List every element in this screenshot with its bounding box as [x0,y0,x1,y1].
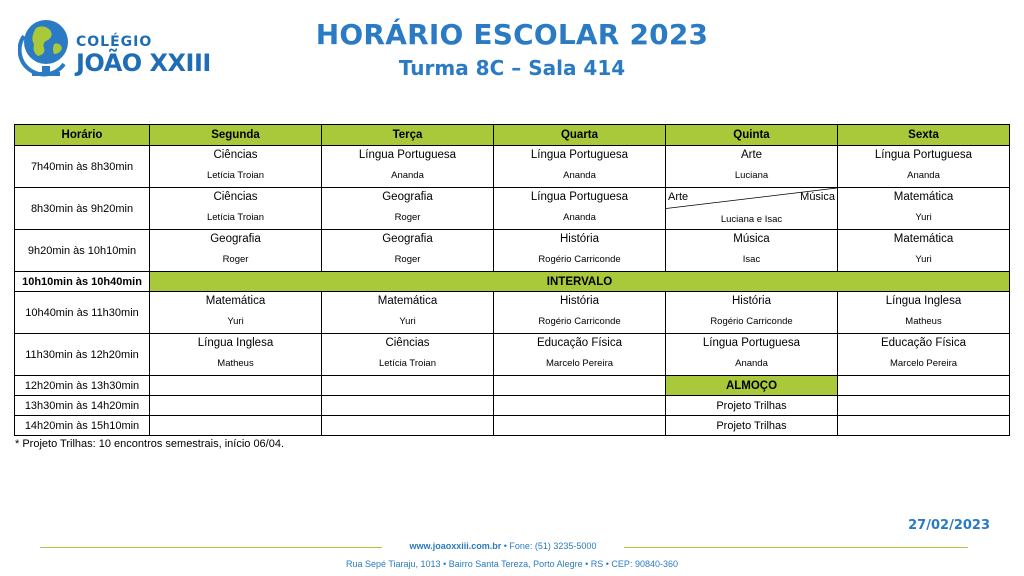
time-cell: 14h20min às 15h10min [15,416,150,436]
teacher: Ananda [563,169,596,181]
subject-left: Arte [668,191,689,203]
teacher: Isac [742,253,761,265]
page-subtitle: Turma 8C – Sala 414 [398,56,626,80]
logo-text-colegio: COLÉGIO [76,34,153,50]
teacher: Letícia Troian [206,169,265,181]
empty-cell [322,416,494,436]
subject: História [560,232,599,245]
subject: Geografia [210,232,261,245]
table-row [15,416,1010,436]
globe-icon [18,14,80,78]
class-cell [838,188,1010,230]
class-cell [150,334,322,376]
time-cell: 12h20min às 13h30min [15,376,150,396]
class-cell [666,146,838,188]
teacher: Rogério Carriconde [538,315,621,327]
teacher: Yuri [915,211,932,223]
footer-divider-left [40,547,382,548]
class-cell [322,334,494,376]
page-title: HORÁRIO ESCOLAR 2023 [315,18,709,51]
document-date: 27/02/2023 [908,518,990,533]
website-link[interactable]: www.joaoxxiii.com.br [409,541,502,551]
empty-cell [150,396,322,416]
teacher: Letícia Troian [206,211,265,223]
subject: Ciências [213,148,258,161]
class-cell [838,146,1010,188]
table-row [15,230,1010,272]
class-cell [494,146,666,188]
time-cell: 13h30min às 14h20min [15,396,150,416]
teacher: Letícia Troian [378,357,437,369]
footer-address: Rua Sepé Tiaraju, 1013 • Bairro Santa Tereza, Porto Alegre • RS • CEP: 90840-360 [346,559,678,569]
teacher: Luciana [734,169,769,181]
subject: História [560,294,599,307]
time-cell: 7h40min às 8h30min [15,146,150,188]
class-cell [322,146,494,188]
teacher: Marcelo Pereira [545,357,614,369]
class-cell [666,334,838,376]
time-cell: 11h30min às 12h20min [15,334,150,376]
subject: Língua Portuguesa [530,148,629,161]
teacher: Roger [394,253,421,265]
teacher: Rogério Carriconde [538,253,621,265]
header-terca: Terça [322,125,494,146]
empty-cell [494,376,666,396]
class-cell [494,334,666,376]
footnote: * Projeto Trilhas: 10 encontros semestrais, início 06/04. [15,438,285,450]
class-cell [150,230,322,272]
teacher: Yuri [227,315,244,327]
subject: Língua Portuguesa [358,148,457,161]
subject-right: Música [800,191,835,203]
teacher: Ananda [563,211,596,223]
subject: Educação Física [536,336,622,349]
table-row [15,188,1010,230]
subject: História [732,294,771,307]
time-cell: 10h40min às 11h30min [15,292,150,334]
empty-cell [838,416,1010,436]
time-cell: 8h30min às 9h20min [15,188,150,230]
subject: Geografia [382,232,433,245]
footer-contact [382,541,624,551]
teacher: Matheus [905,315,942,327]
table-row [15,376,1010,396]
teacher: Ananda [391,169,424,181]
empty-cell [322,396,494,416]
class-cell [150,292,322,334]
class-cell [322,188,494,230]
class-cell [666,230,838,272]
time-cell: 10h10min às 10h40min [15,272,150,292]
header-horario: Horário [15,125,150,146]
time-cell: 9h20min às 10h10min [15,230,150,272]
class-cell [666,292,838,334]
empty-cell [494,396,666,416]
empty-cell [838,396,1010,416]
header-sexta: Sexta [838,125,1010,146]
table-row [15,292,1010,334]
class-cell [494,292,666,334]
lunch-cell: ALMOÇO [666,376,838,396]
class-cell [838,230,1010,272]
subject: Educação Física [880,336,966,349]
subject: Língua Portuguesa [874,148,973,161]
class-cell [838,334,1010,376]
teacher: Luciana e Isac [720,214,783,225]
schedule-table [14,124,1010,436]
subject: Arte [740,148,763,161]
teacher: Marcelo Pereira [889,357,958,369]
footer-divider-right [624,547,968,548]
class-cell [494,188,666,230]
empty-cell [150,376,322,396]
break-row [15,272,1010,292]
subject: Língua Inglesa [885,294,962,307]
subject: Geografia [382,190,433,203]
teacher: Yuri [399,315,416,327]
projeto-trilhas-cell: Projeto Trilhas [666,416,838,436]
class-cell [322,230,494,272]
subject: Música [733,232,770,245]
empty-cell [322,376,494,396]
split-class-cell [666,188,838,230]
subject: Matemática [893,190,954,203]
logo-text-joao-xxiii: JOÃO XXIII [76,49,211,77]
subject: Matemática [377,294,438,307]
table-row [15,146,1010,188]
subject: Matemática [205,294,266,307]
teacher: Ananda [735,357,768,369]
table-header-row [15,125,1010,146]
phone-text: • Fone: (51) 3235-5000 [503,541,597,551]
school-logo [18,12,218,78]
subject: Ciências [385,336,430,349]
class-cell [494,230,666,272]
table-row [15,334,1010,376]
subject: Língua Portuguesa [530,190,629,203]
header-segunda: Segunda [150,125,322,146]
teacher: Rogério Carriconde [710,315,793,327]
class-cell [838,292,1010,334]
subject: Matemática [893,232,954,245]
subject: Língua Inglesa [197,336,274,349]
teacher: Roger [394,211,421,223]
table-row [15,396,1010,416]
projeto-trilhas-cell: Projeto Trilhas [666,396,838,416]
header-quinta: Quinta [666,125,838,146]
empty-cell [838,376,1010,396]
empty-cell [150,416,322,436]
teacher: Roger [222,253,249,265]
subject: Ciências [213,190,258,203]
class-cell [150,146,322,188]
teacher: Yuri [915,253,932,265]
teacher: Matheus [217,357,254,369]
teacher: Ananda [907,169,940,181]
break-cell: INTERVALO [150,272,1010,292]
class-cell [322,292,494,334]
empty-cell [494,416,666,436]
class-cell [150,188,322,230]
header-quarta: Quarta [494,125,666,146]
subject: Língua Portuguesa [702,336,801,349]
